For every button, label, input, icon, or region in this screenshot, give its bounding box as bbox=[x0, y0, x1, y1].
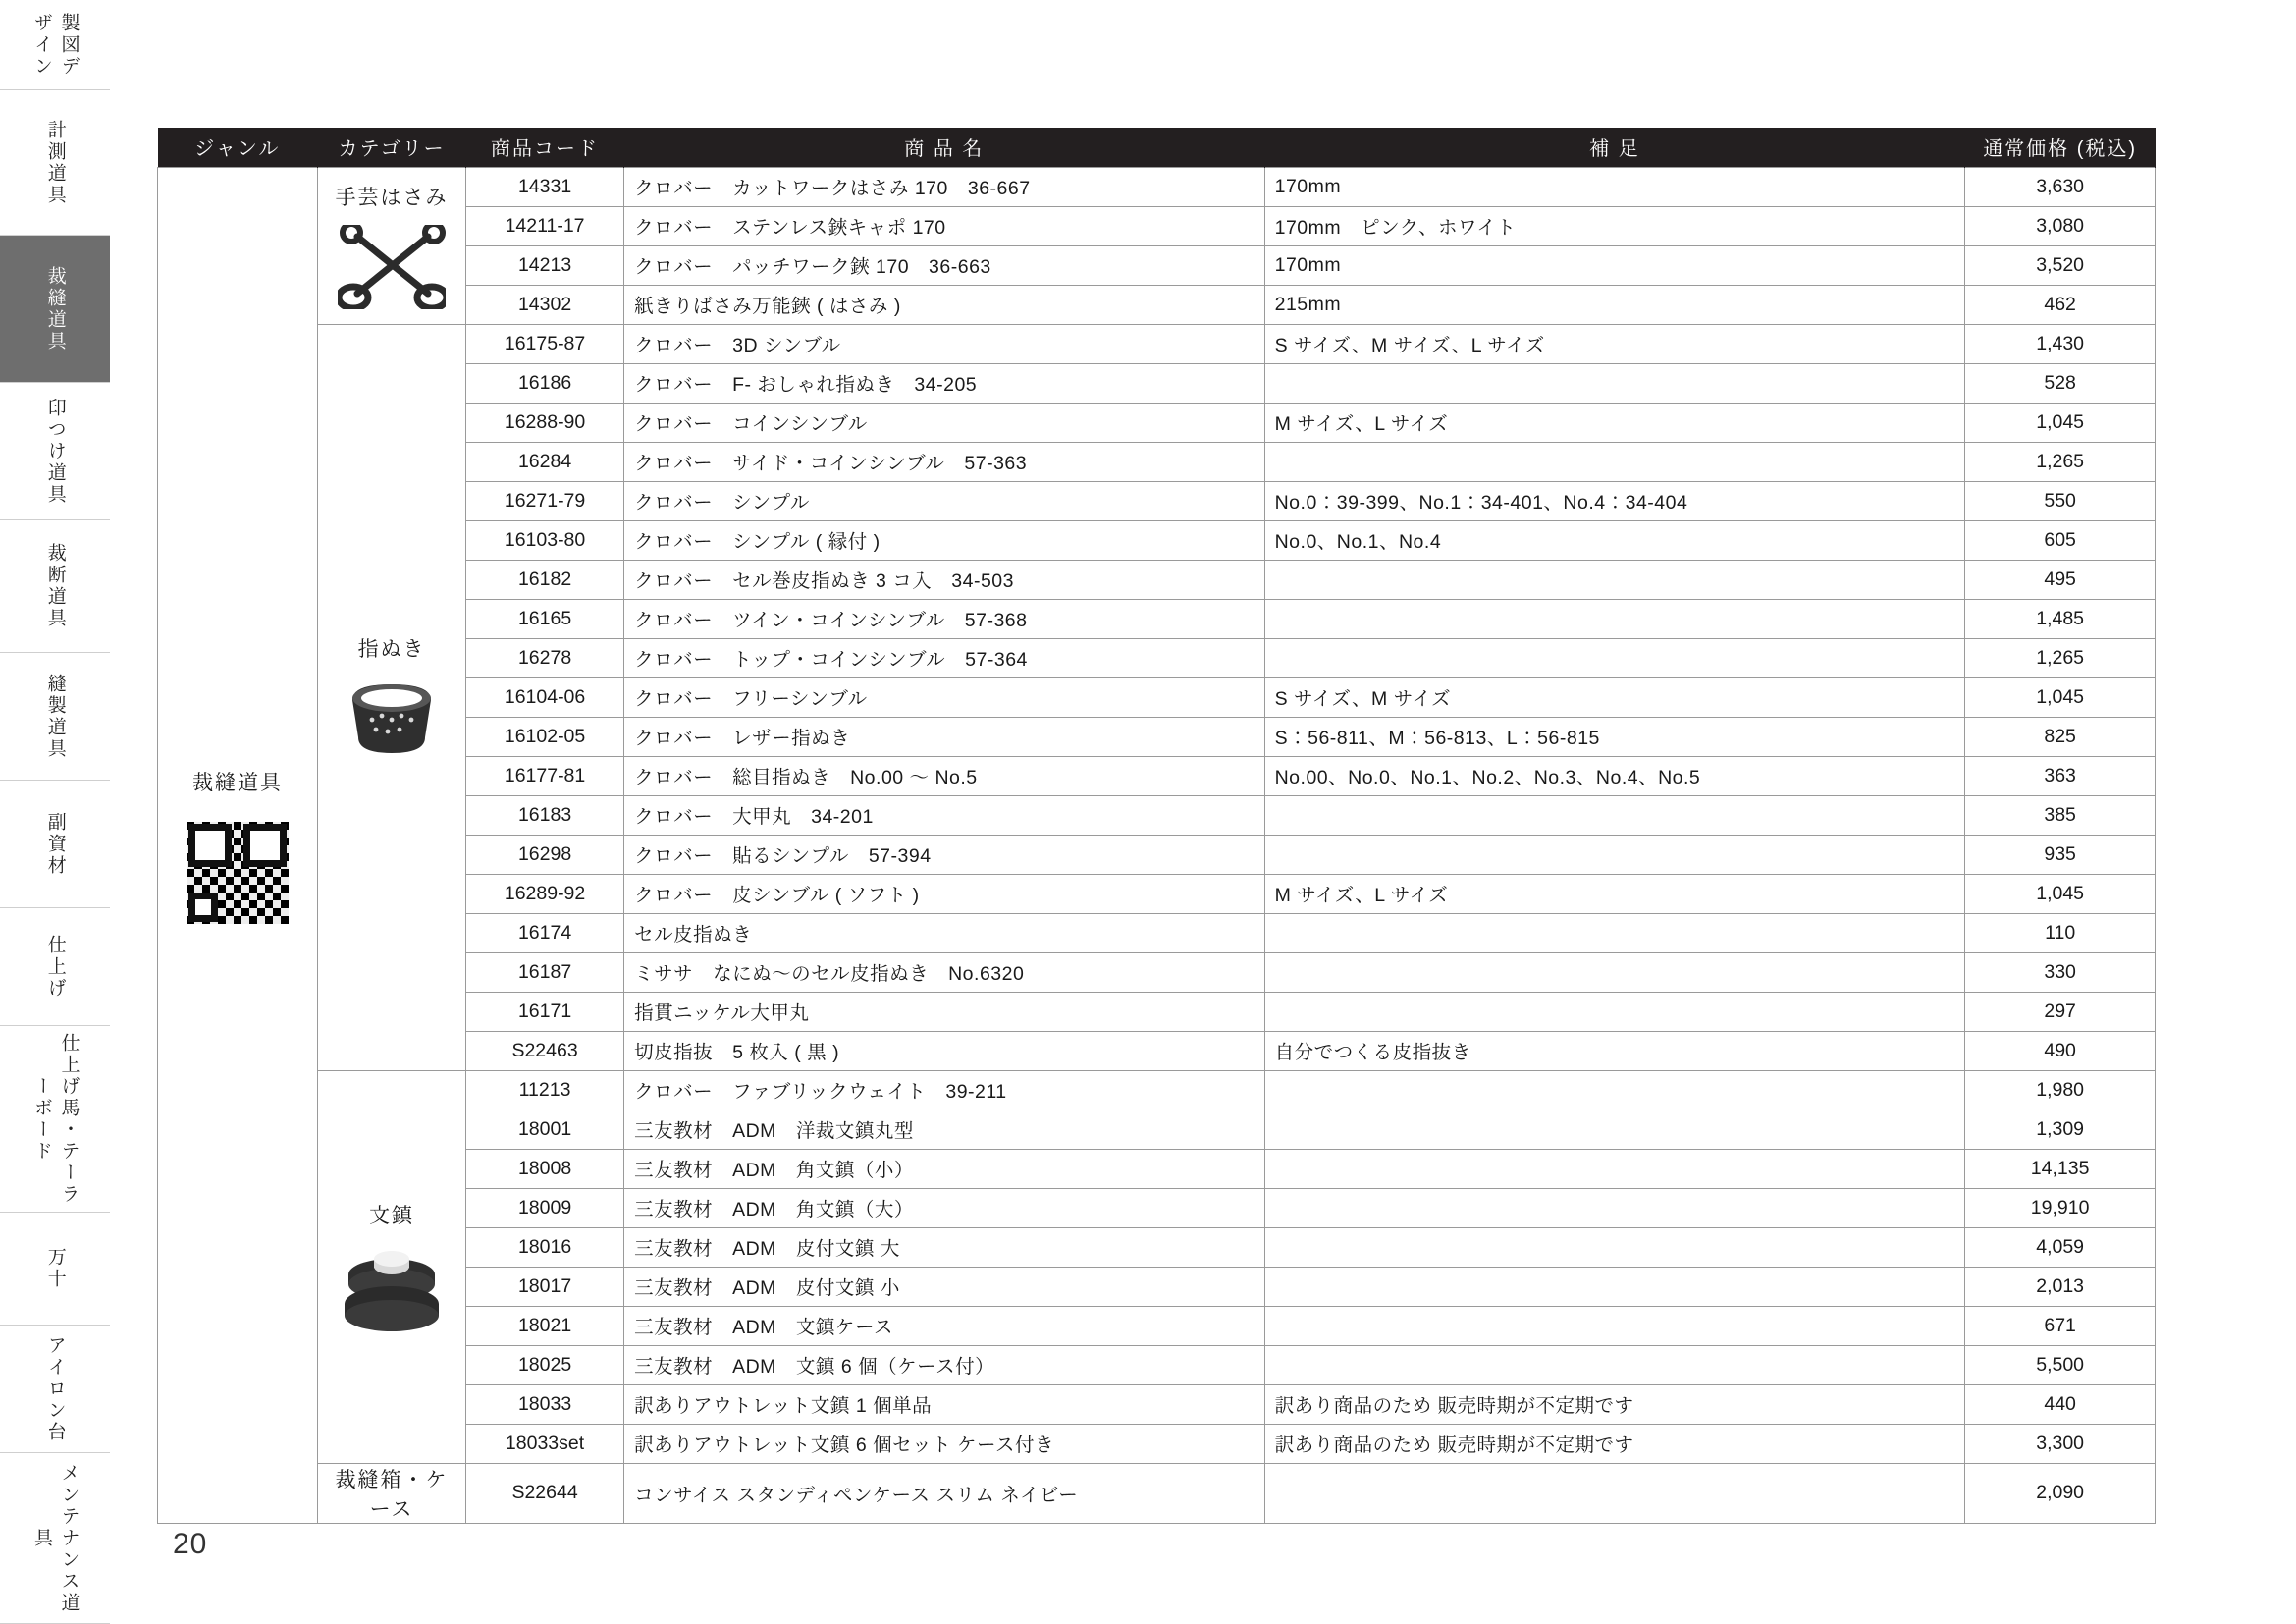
product-note bbox=[1264, 1110, 1965, 1149]
product-name: クロバー フリーシンブル bbox=[624, 677, 1265, 717]
product-name: クロバー シンプル bbox=[624, 481, 1265, 520]
product-code: 16104-06 bbox=[466, 677, 624, 717]
product-name: 三友教材 ADM 文鎮 6 個（ケース付） bbox=[624, 1345, 1265, 1384]
product-price: 3,630 bbox=[1965, 167, 2156, 206]
product-name: 三友教材 ADM 皮付文鎮 小 bbox=[624, 1267, 1265, 1306]
sidebar-item-6[interactable] bbox=[0, 653, 110, 781]
product-note: No.00、No.0、No.1、No.2、No.3、No.4、No.5 bbox=[1264, 756, 1965, 795]
product-price: 490 bbox=[1965, 1031, 2156, 1070]
product-name: 訳ありアウトレット文鎮 6 個セット ケース付き bbox=[624, 1424, 1265, 1463]
product-name: クロバー ステンレス鋏キャポ 170 bbox=[624, 206, 1265, 245]
product-note bbox=[1264, 913, 1965, 952]
product-code: 11213 bbox=[466, 1070, 624, 1110]
product-name: 切皮指抜 5 枚入 ( 黒 ) bbox=[624, 1031, 1265, 1070]
product-price: 5,500 bbox=[1965, 1345, 2156, 1384]
product-note: M サイズ、L サイズ bbox=[1264, 403, 1965, 442]
product-code: 16102-05 bbox=[466, 717, 624, 756]
table-body bbox=[158, 167, 2156, 1523]
product-price: 110 bbox=[1965, 913, 2156, 952]
product-note bbox=[1264, 952, 1965, 992]
product-price: 1,265 bbox=[1965, 442, 2156, 481]
table-header-row bbox=[158, 128, 2156, 167]
product-code: 16165 bbox=[466, 599, 624, 638]
product-price: 19,910 bbox=[1965, 1188, 2156, 1227]
product-code: 18021 bbox=[466, 1306, 624, 1345]
product-code: 16278 bbox=[466, 638, 624, 677]
genre-label: 裁縫道具 bbox=[192, 771, 284, 794]
product-price: 462 bbox=[1965, 285, 2156, 324]
product-code: 18001 bbox=[466, 1110, 624, 1149]
product-code: 16174 bbox=[466, 913, 624, 952]
product-price: 3,080 bbox=[1965, 206, 2156, 245]
product-price: 385 bbox=[1965, 795, 2156, 835]
product-name: クロバー レザー指ぬき bbox=[624, 717, 1265, 756]
header-genre: ジャンル bbox=[158, 128, 318, 167]
product-price: 935 bbox=[1965, 835, 2156, 874]
product-name: ミササ なにぬ〜のセル皮指ぬき No.6320 bbox=[624, 952, 1265, 992]
sidebar-item-11[interactable] bbox=[0, 1326, 110, 1453]
product-name: クロバー 大甲丸 34-201 bbox=[624, 795, 1265, 835]
sidebar-item-7[interactable] bbox=[0, 781, 110, 908]
product-note: 170mm ピンク、ホワイト bbox=[1264, 206, 1965, 245]
product-name: 三友教材 ADM 角文鎮（大） bbox=[624, 1188, 1265, 1227]
product-name: クロバー セル巻皮指ぬき 3 コ入 34-503 bbox=[624, 560, 1265, 599]
page-number: 20 bbox=[173, 1528, 208, 1560]
genre-cell bbox=[158, 167, 318, 1523]
product-name: クロバー 総目指ぬき No.00 〜 No.5 bbox=[624, 756, 1265, 795]
category-cell bbox=[318, 324, 466, 1070]
product-name: クロバー ツイン・コインシンブル 57-368 bbox=[624, 599, 1265, 638]
product-code: 16183 bbox=[466, 795, 624, 835]
sidebar-item-label: 裁縫道具 bbox=[44, 265, 66, 352]
product-name: クロバー F- おしゃれ指ぬき 34-205 bbox=[624, 363, 1265, 403]
product-code: 18025 bbox=[466, 1345, 624, 1384]
product-code: 16288-90 bbox=[466, 403, 624, 442]
product-note: 訳あり商品のため 販売時期が不定期です bbox=[1264, 1384, 1965, 1424]
product-note: No.0：39-399、No.1：34-401、No.4：34-404 bbox=[1264, 481, 1965, 520]
product-note bbox=[1264, 992, 1965, 1031]
product-code: 16187 bbox=[466, 952, 624, 992]
product-code: 18033 bbox=[466, 1384, 624, 1424]
product-code: 18017 bbox=[466, 1267, 624, 1306]
product-note bbox=[1264, 1149, 1965, 1188]
product-note bbox=[1264, 560, 1965, 599]
product-name: 三友教材 ADM 文鎮ケース bbox=[624, 1306, 1265, 1345]
category-cell bbox=[318, 1070, 466, 1463]
product-price: 330 bbox=[1965, 952, 2156, 992]
product-table bbox=[157, 128, 2156, 1524]
product-name: クロバー シンプル ( 縁付 ) bbox=[624, 520, 1265, 560]
product-note bbox=[1264, 442, 1965, 481]
sidebar-item-label: メンテナンス道具 bbox=[31, 1462, 80, 1614]
product-name: 三友教材 ADM 角文鎮（小） bbox=[624, 1149, 1265, 1188]
product-name: クロバー カットワークはさみ 170 36-667 bbox=[624, 167, 1265, 206]
product-note: S サイズ、M サイズ bbox=[1264, 677, 1965, 717]
product-note: 170mm bbox=[1264, 167, 1965, 206]
product-name: クロバー コインシンブル bbox=[624, 403, 1265, 442]
product-code: 16171 bbox=[466, 992, 624, 1031]
product-code: 16182 bbox=[466, 560, 624, 599]
product-price: 605 bbox=[1965, 520, 2156, 560]
table-row bbox=[158, 324, 2156, 363]
qr-code-icon bbox=[187, 822, 289, 924]
product-code: 16177-81 bbox=[466, 756, 624, 795]
product-price: 1,430 bbox=[1965, 324, 2156, 363]
product-price: 1,045 bbox=[1965, 403, 2156, 442]
product-price: 1,045 bbox=[1965, 874, 2156, 913]
product-note bbox=[1264, 795, 1965, 835]
sidebar-rail bbox=[0, 0, 110, 1624]
product-name: 指貫ニッケル大甲丸 bbox=[624, 992, 1265, 1031]
sidebar-item-label: 万十 bbox=[44, 1247, 66, 1290]
product-code: 16103-80 bbox=[466, 520, 624, 560]
sidebar-item-9[interactable] bbox=[0, 1026, 110, 1213]
sidebar-item-label: 仕上げ bbox=[44, 934, 66, 1000]
product-name: コンサイス スタンディペンケース スリム ネイビー bbox=[624, 1463, 1265, 1523]
product-code: 18009 bbox=[466, 1188, 624, 1227]
category-label: 手芸はさみ bbox=[335, 187, 449, 209]
product-price: 528 bbox=[1965, 363, 2156, 403]
category-cell bbox=[318, 1463, 466, 1523]
product-note bbox=[1264, 1227, 1965, 1267]
table-row bbox=[158, 1070, 2156, 1110]
category-label: 指ぬき bbox=[357, 638, 426, 661]
product-name: クロバー ファブリックウェイト 39-211 bbox=[624, 1070, 1265, 1110]
product-price: 440 bbox=[1965, 1384, 2156, 1424]
header-code: 商品コード bbox=[466, 128, 624, 167]
category-cell bbox=[318, 167, 466, 324]
sidebar-item-label: 計測道具 bbox=[44, 119, 66, 206]
product-code: 18016 bbox=[466, 1227, 624, 1267]
product-code: 14302 bbox=[466, 285, 624, 324]
product-code: 14331 bbox=[466, 167, 624, 206]
product-note: M サイズ、L サイズ bbox=[1264, 874, 1965, 913]
table-row bbox=[158, 1463, 2156, 1523]
product-note: 訳あり商品のため 販売時期が不定期です bbox=[1264, 1424, 1965, 1463]
product-name: クロバー トップ・コインシンブル 57-364 bbox=[624, 638, 1265, 677]
product-price: 1,265 bbox=[1965, 638, 2156, 677]
product-price: 671 bbox=[1965, 1306, 2156, 1345]
product-name: クロバー 皮シンブル ( ソフト ) bbox=[624, 874, 1265, 913]
product-note: 自分でつくる皮指抜き bbox=[1264, 1031, 1965, 1070]
product-price: 1,980 bbox=[1965, 1070, 2156, 1110]
product-price: 1,485 bbox=[1965, 599, 2156, 638]
sidebar-item-label: 副資材 bbox=[44, 811, 66, 877]
product-note bbox=[1264, 1306, 1965, 1345]
product-code: 16298 bbox=[466, 835, 624, 874]
product-name: クロバー パッチワーク鋏 170 36-663 bbox=[624, 245, 1265, 285]
product-code: 14213 bbox=[466, 245, 624, 285]
product-price: 825 bbox=[1965, 717, 2156, 756]
product-name: 紙きりばさみ万能鋏 ( はさみ ) bbox=[624, 285, 1265, 324]
product-price: 4,059 bbox=[1965, 1227, 2156, 1267]
product-note bbox=[1264, 599, 1965, 638]
product-price: 1,045 bbox=[1965, 677, 2156, 717]
product-note bbox=[1264, 363, 1965, 403]
product-code: 16289-92 bbox=[466, 874, 624, 913]
product-code: 18008 bbox=[466, 1149, 624, 1188]
product-note bbox=[1264, 638, 1965, 677]
product-note: No.0、No.1、No.4 bbox=[1264, 520, 1965, 560]
sidebar-item-label: 印つけ道具 bbox=[44, 397, 66, 506]
product-code: S22463 bbox=[466, 1031, 624, 1070]
sidebar-item-12[interactable] bbox=[0, 1453, 110, 1624]
header-note: 補 足 bbox=[1264, 128, 1965, 167]
product-note: S サイズ、M サイズ、L サイズ bbox=[1264, 324, 1965, 363]
sidebar-item-2[interactable] bbox=[0, 90, 110, 236]
product-note: 215mm bbox=[1264, 285, 1965, 324]
product-price: 2,013 bbox=[1965, 1267, 2156, 1306]
product-note bbox=[1264, 1463, 1965, 1523]
table-row bbox=[158, 167, 2156, 206]
product-code: 14211-17 bbox=[466, 206, 624, 245]
product-code: 18033set bbox=[466, 1424, 624, 1463]
sidebar-item-4[interactable] bbox=[0, 383, 110, 520]
category-label: 文鎮 bbox=[369, 1205, 415, 1227]
sidebar-item-label: 仕上げ馬・テーラーボード bbox=[31, 1032, 80, 1206]
product-note bbox=[1264, 835, 1965, 874]
sidebar-item-label: 製図デザイン bbox=[31, 12, 80, 78]
product-note bbox=[1264, 1070, 1965, 1110]
product-name: 訳ありアウトレット文鎮 1 個単品 bbox=[624, 1384, 1265, 1424]
category-label: 裁縫箱・ケース bbox=[335, 1468, 449, 1521]
sidebar-item-10[interactable] bbox=[0, 1213, 110, 1326]
header-price: 通常価格 (税込) bbox=[1965, 128, 2156, 167]
product-note bbox=[1264, 1345, 1965, 1384]
product-name: クロバー 3D シンブル bbox=[624, 324, 1265, 363]
product-note: S：56-811、M：56-813、L：56-815 bbox=[1264, 717, 1965, 756]
product-code: 16271-79 bbox=[466, 481, 624, 520]
product-price: 3,300 bbox=[1965, 1424, 2156, 1463]
product-name: セル皮指ぬき bbox=[624, 913, 1265, 952]
catalog-sheet bbox=[157, 128, 2156, 1524]
sidebar-item-5[interactable] bbox=[0, 520, 110, 653]
sidebar-item-label: 裁断道具 bbox=[44, 543, 66, 629]
header-category: カテゴリー bbox=[318, 128, 466, 167]
product-code: 16186 bbox=[466, 363, 624, 403]
product-name: クロバー サイド・コインシンブル 57-363 bbox=[624, 442, 1265, 481]
product-code: 16284 bbox=[466, 442, 624, 481]
product-price: 1,309 bbox=[1965, 1110, 2156, 1149]
product-name: 三友教材 ADM 皮付文鎮 大 bbox=[624, 1227, 1265, 1267]
product-price: 363 bbox=[1965, 756, 2156, 795]
sidebar-item-8[interactable] bbox=[0, 908, 110, 1026]
sidebar-item-1[interactable] bbox=[0, 0, 110, 90]
product-code: S22644 bbox=[466, 1463, 624, 1523]
product-price: 2,090 bbox=[1965, 1463, 2156, 1523]
product-price: 3,520 bbox=[1965, 245, 2156, 285]
product-price: 495 bbox=[1965, 560, 2156, 599]
sidebar-item-3[interactable] bbox=[0, 236, 110, 383]
sidebar-item-label: 縫製道具 bbox=[44, 673, 66, 760]
product-note bbox=[1264, 1188, 1965, 1227]
product-price: 14,135 bbox=[1965, 1149, 2156, 1188]
product-price: 550 bbox=[1965, 481, 2156, 520]
product-code: 16175-87 bbox=[466, 324, 624, 363]
header-name: 商 品 名 bbox=[624, 128, 1265, 167]
product-name: クロバー 貼るシンプル 57-394 bbox=[624, 835, 1265, 874]
product-note: 170mm bbox=[1264, 245, 1965, 285]
sidebar-item-label: アイロン台 bbox=[44, 1334, 66, 1443]
product-note bbox=[1264, 1267, 1965, 1306]
product-price: 297 bbox=[1965, 992, 2156, 1031]
product-name: 三友教材 ADM 洋裁文鎮丸型 bbox=[624, 1110, 1265, 1149]
